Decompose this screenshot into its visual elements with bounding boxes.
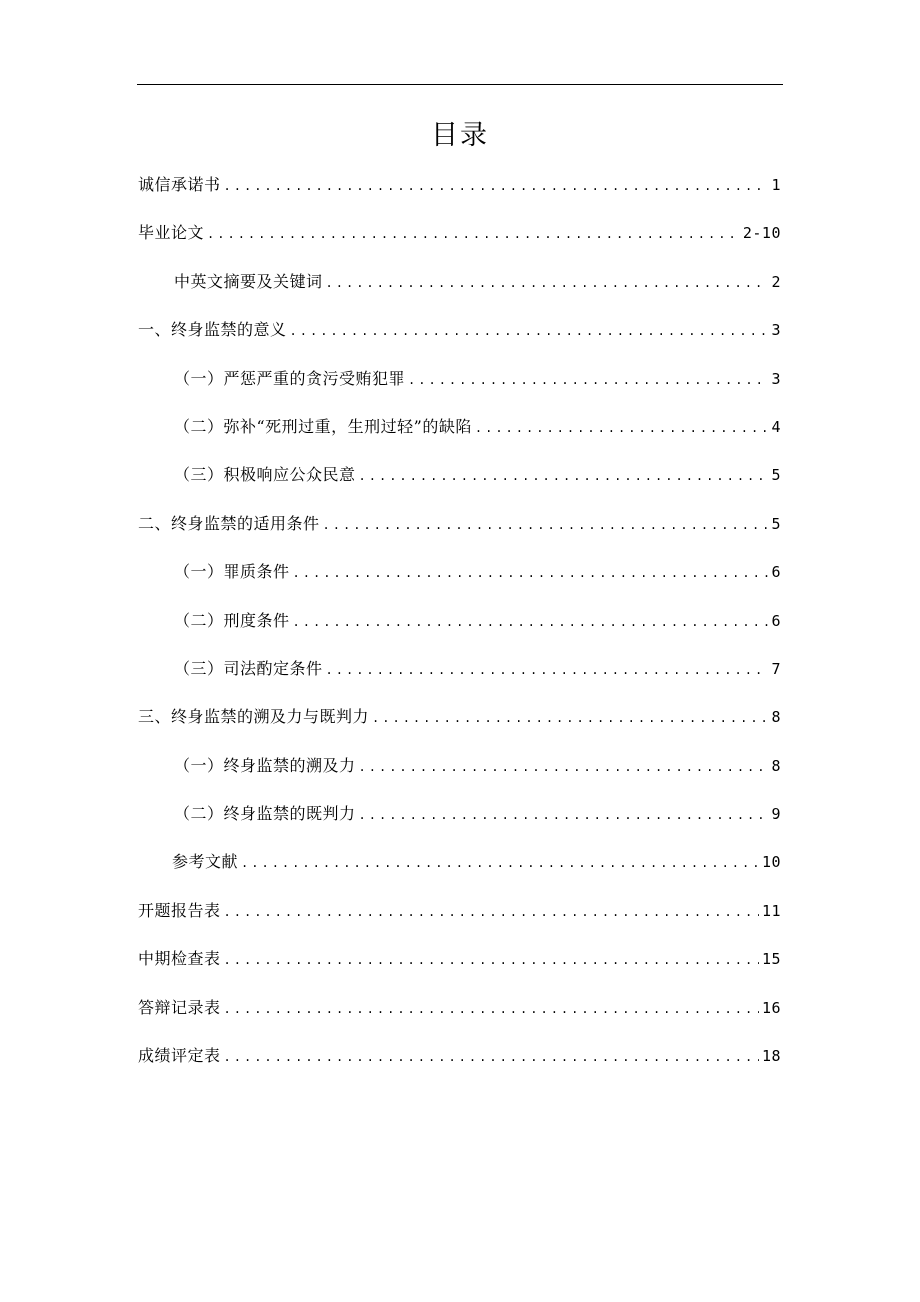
toc-entry[interactable] <box>138 942 781 990</box>
toc-entry[interactable] <box>138 458 781 506</box>
toc-entry-label: （三）积极响应公众民意 <box>174 465 356 485</box>
toc-entry[interactable] <box>138 265 781 313</box>
toc-entry-page: 8 <box>771 756 781 775</box>
toc-entry-page: 10 <box>761 853 781 872</box>
toc-entry[interactable] <box>138 313 781 361</box>
toc-entry-page: 9 <box>771 805 781 824</box>
toc-dot-leader <box>359 798 769 832</box>
toc-dot-leader <box>475 411 769 445</box>
toc-entry[interactable] <box>138 894 781 942</box>
toc-entry-page: 18 <box>761 1047 781 1066</box>
toc-title: 目录 <box>431 120 489 151</box>
toc-dot-leader <box>241 846 759 880</box>
toc-entry-page: 11 <box>761 901 781 920</box>
toc-dot-leader <box>207 217 740 251</box>
toc-entry[interactable] <box>138 555 781 603</box>
toc-entry-label: 答辩记录表 <box>138 997 221 1017</box>
toc-entry-label: 开题报告表 <box>138 900 221 920</box>
toc-dot-leader <box>224 1040 759 1074</box>
toc-entry[interactable] <box>138 1039 781 1087</box>
toc-dot-leader <box>290 314 769 348</box>
toc-entry[interactable] <box>138 362 781 410</box>
toc-entry-page: 4 <box>771 417 781 436</box>
toc-entry[interactable] <box>138 410 781 458</box>
toc-dot-leader <box>323 508 769 542</box>
toc-entry-page: 3 <box>771 369 781 388</box>
toc-entry[interactable] <box>138 700 781 748</box>
toc-entry-label: （一）罪质条件 <box>174 562 290 582</box>
toc-entry-page: 2 <box>771 272 781 291</box>
toc-entry-label: 诚信承诺书 <box>138 175 221 194</box>
toc-entry[interactable] <box>138 652 781 700</box>
header-rule <box>137 84 783 85</box>
toc-entry-page: 16 <box>761 998 781 1017</box>
toc-dot-leader <box>326 266 769 300</box>
toc-entry-page: 7 <box>771 659 781 678</box>
toc-entry[interactable] <box>138 604 781 652</box>
toc-dot-leader <box>326 653 769 687</box>
toc-dot-leader <box>293 605 769 639</box>
toc-entry-label: （一）严惩严重的贪污受贿犯罪 <box>174 368 406 388</box>
toc-entry[interactable] <box>138 845 781 893</box>
toc-entry[interactable] <box>138 749 781 797</box>
toc-dot-leader <box>359 459 769 493</box>
toc-entry-page: 6 <box>771 611 781 630</box>
toc-entry-label: （三）司法酌定条件 <box>174 658 323 678</box>
toc-entry-label: 毕业论文 <box>138 223 205 243</box>
toc-entry-label: 三、终身监禁的溯及力与既判力 <box>138 707 370 727</box>
toc-dot-leader <box>224 895 759 929</box>
toc-entry-label: 一、终身监禁的意义 <box>138 320 287 340</box>
toc-dot-leader <box>359 750 769 784</box>
toc-entry[interactable] <box>138 168 781 216</box>
toc-entry-label: （二）弥补“死刑过重，生刑过轻”的缺陷 <box>174 416 472 436</box>
toc-entry-label: 二、终身监禁的适用条件 <box>138 513 320 533</box>
toc-entry-label: 参考文献 <box>172 852 239 872</box>
toc-entry-label: （一）终身监禁的溯及力 <box>174 755 356 775</box>
toc-entry-page: 6 <box>771 563 781 582</box>
toc-entry-label: 中英文摘要及关键词 <box>174 271 323 291</box>
toc-dot-leader <box>224 169 769 203</box>
toc-entry-label: 中期检查表 <box>138 949 221 969</box>
toc-entry[interactable] <box>138 991 781 1039</box>
toc-entry-page: 5 <box>771 514 781 533</box>
toc-dot-leader <box>408 363 768 397</box>
toc-entry[interactable] <box>138 216 781 264</box>
table-of-contents <box>138 168 781 1087</box>
toc-entry[interactable] <box>138 797 781 845</box>
toc-entry-page: 1 <box>771 176 781 194</box>
toc-dot-leader <box>224 992 759 1026</box>
toc-entry-label: （二）终身监禁的既判力 <box>174 804 356 824</box>
toc-entry-page: 5 <box>771 466 781 485</box>
toc-dot-leader <box>224 943 759 977</box>
toc-entry-page: 15 <box>761 950 781 969</box>
toc-entry[interactable] <box>138 507 781 555</box>
toc-dot-leader <box>372 701 768 735</box>
toc-entry-page: 3 <box>771 321 781 340</box>
toc-entry-label: （二）刑度条件 <box>174 610 290 630</box>
toc-entry-page: 2-10 <box>742 224 781 243</box>
toc-dot-leader <box>293 556 769 590</box>
toc-entry-label: 成绩评定表 <box>138 1046 221 1066</box>
toc-entry-page: 8 <box>771 708 781 727</box>
